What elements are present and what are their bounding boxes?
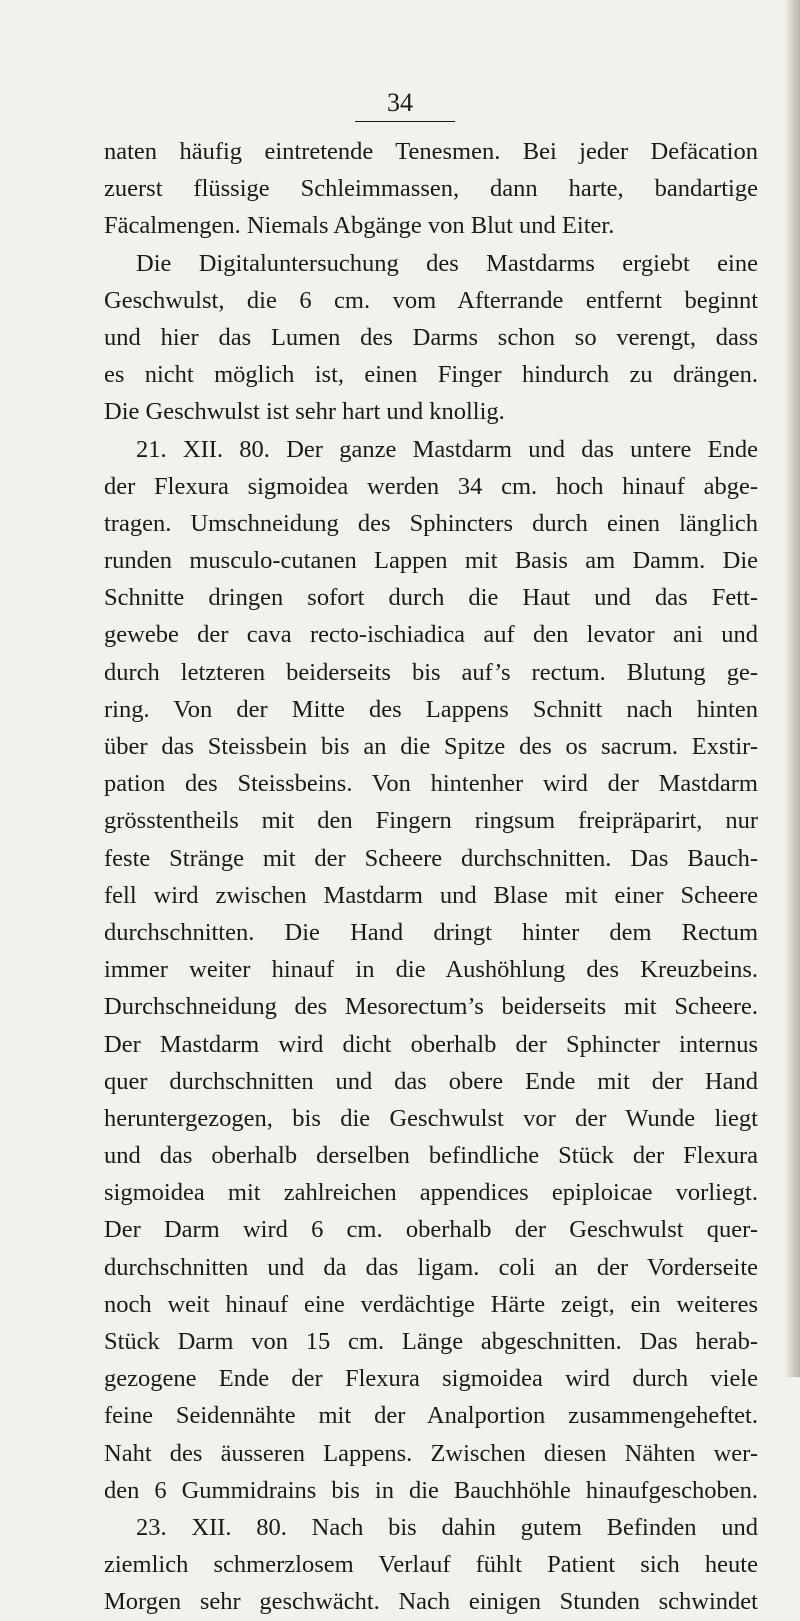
text-line: quer durchschnitten und das obere Ende mit der Hand xyxy=(104,1067,758,1095)
page-number: 34 xyxy=(387,88,413,117)
text-line: durchschnitten. Die Hand dringt hinter dem Rectum xyxy=(104,918,758,946)
text-line: sigmoidea mit zahlreichen appendices epiploicae vorliegt. xyxy=(104,1179,758,1207)
text-line: es nicht möglich ist, einen Finger hindurch zu drängen. xyxy=(104,361,758,389)
text-line: Schnitte dringen sofort durch die Haut und das Fett- xyxy=(104,584,758,612)
text-line: und das oberhalb derselben befindliche Stück der Flexura xyxy=(104,1142,758,1170)
text-line: Der Mastdarm wird dicht oberhalb der Sphincter internus xyxy=(104,1030,758,1058)
text-line: runden musculo-cutanen Lappen mit Basis am Damm. Die xyxy=(104,547,758,575)
text-line: durchschnitten und da das ligam. coli an der Vorderseite xyxy=(104,1253,758,1281)
text-line: naten häufig eintretende Tenesmen. Bei jeder Defäcation xyxy=(104,138,758,165)
text-line: Morgen sehr geschwächt. Nach einigen Stunden schwindet xyxy=(104,1588,758,1616)
text-line: den 6 Gummidrains bis in die Bauchhöhle hinaufgeschoben. xyxy=(104,1476,758,1504)
text-line: pation des Steissbeins. Von hintenher wird der Mastdarm xyxy=(104,770,758,798)
text-line: 23. XII. 80. Nach bis dahin gutem Befinden und xyxy=(136,1513,758,1541)
text-line: Stück Darm von 15 cm. Länge abgeschnitten. Das herab- xyxy=(104,1328,758,1355)
text-line: ring. Von der Mitte des Lappens Schnitt nach hinten xyxy=(104,695,758,723)
text-line: Geschwulst, die 6 cm. vom Afterrande entfernt beginnt xyxy=(104,286,758,314)
page-edge-shadow xyxy=(784,0,800,1377)
text-line: gewebe der cava recto-ischiadica auf den levator ani und xyxy=(104,621,758,649)
text-line: heruntergezogen, bis die Geschwulst vor der Wunde liegt xyxy=(104,1104,758,1132)
text-line: über das Steissbein bis an die Spitze des os sacrum. Exstir- xyxy=(104,733,758,760)
text-line: Durchschneidung des Mesorectum’s beiderseits mit Scheere. xyxy=(104,993,758,1021)
text-line: ziemlich schmerzlosem Verlauf fühlt Patient sich heute xyxy=(104,1551,758,1579)
text-line: durch letzteren beiderseits bis auf’s rectum. Blutung ge- xyxy=(104,658,758,686)
text-line: und hier das Lumen des Darms schon so verengt, dass xyxy=(104,323,758,351)
text-line: zuerst flüssige Schleimmassen, dann harte, bandartige xyxy=(104,175,758,203)
text-line: noch weit hinauf eine verdächtige Härte zeigt, ein weiteres xyxy=(104,1290,758,1318)
text-line: 21. XII. 80. Der ganze Mastdarm und das untere Ende xyxy=(136,435,758,463)
text-line: grösstentheils mit den Fingern ringsum freipräparirt, nur xyxy=(104,807,758,835)
text-line: feine Seidennähte mit der Analportion zusammengeheftet. xyxy=(104,1402,758,1430)
text-line: fell wird zwischen Mastdarm und Blase mit einer Scheere xyxy=(104,881,758,909)
body-text xyxy=(104,133,758,1621)
page-number-rule xyxy=(355,121,455,122)
text-line: gezogene Ende der Flexura sigmoidea wird durch viele xyxy=(104,1365,758,1393)
text-line: tragen. Umschneidung des Sphincters durch einen länglich xyxy=(104,509,758,537)
text-line: Fäcalmengen. Niemals Abgänge von Blut und Eiter. xyxy=(104,212,615,240)
text-line: feste Stränge mit der Scheere durchschnitten. Das Bauch- xyxy=(104,844,758,872)
text-line: immer weiter hinauf in die Aushöhlung des Kreuzbeins. xyxy=(104,956,758,984)
text-line: Die Geschwulst ist sehr hart und knollig. xyxy=(104,398,505,426)
text-line: Naht des äusseren Lappens. Zwischen diesen Nähten wer- xyxy=(104,1439,758,1467)
text-line: der Flexura sigmoidea werden 34 cm. hoch hinauf abge- xyxy=(104,472,758,500)
text-line: Der Darm wird 6 cm. oberhalb der Geschwulst quer- xyxy=(104,1216,758,1244)
text-line: Die Digitaluntersuchung des Mastdarms ergiebt eine xyxy=(136,249,758,277)
